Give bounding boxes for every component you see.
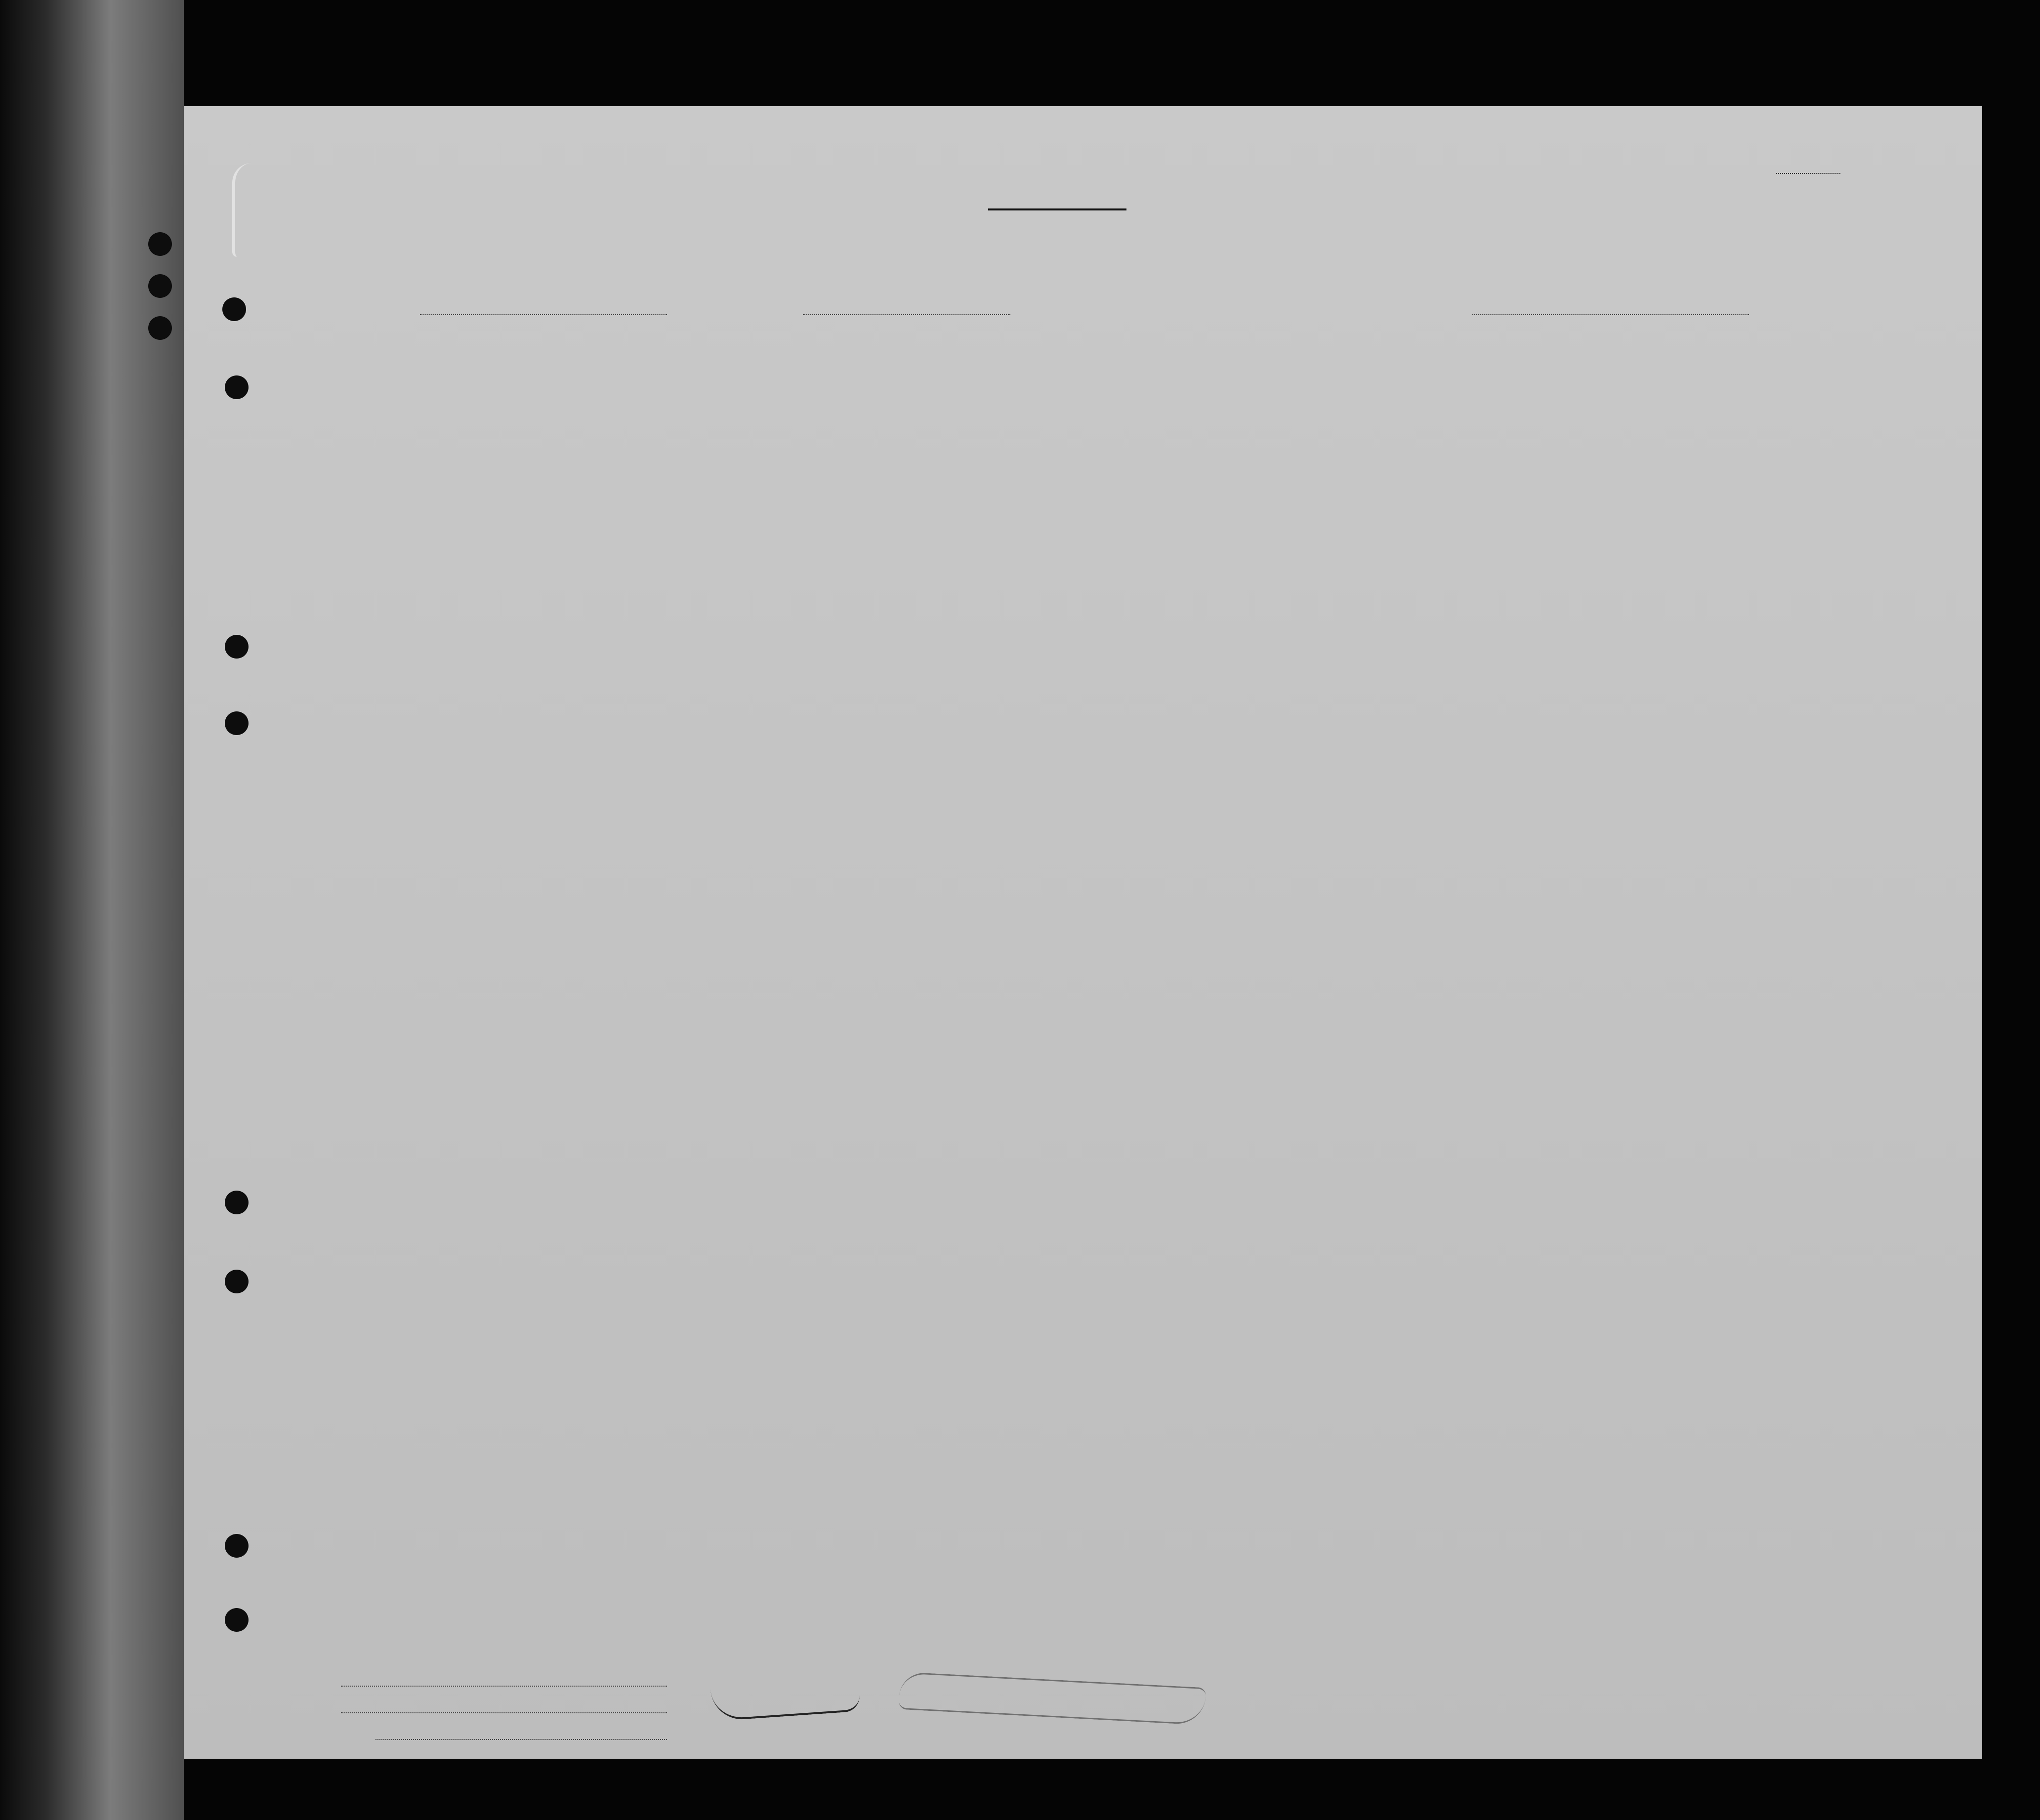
binder-hole	[225, 1270, 249, 1293]
manifest-page	[184, 106, 1982, 1759]
binder-hole	[148, 274, 172, 298]
binder-hole	[225, 1534, 249, 1558]
binder-hole	[225, 635, 249, 659]
binder-hole	[225, 375, 249, 399]
binder-hole	[225, 1191, 249, 1214]
binder-hole	[225, 1608, 249, 1632]
stamp-mark	[232, 163, 280, 257]
arriving-dotted-line	[803, 314, 1010, 315]
line-underline	[341, 1686, 667, 1687]
vessel-dotted-line	[420, 314, 667, 315]
from-dotted-line	[1472, 314, 1749, 315]
binder-edge	[0, 0, 184, 1820]
title-underline	[988, 208, 1126, 210]
sheet-underline	[1776, 173, 1840, 174]
binder-hole	[148, 232, 172, 256]
binder-hole	[148, 316, 172, 340]
binder-hole	[222, 297, 246, 321]
agents-underline	[375, 1739, 667, 1740]
binder-hole	[225, 711, 249, 735]
owners-underline	[341, 1712, 667, 1713]
